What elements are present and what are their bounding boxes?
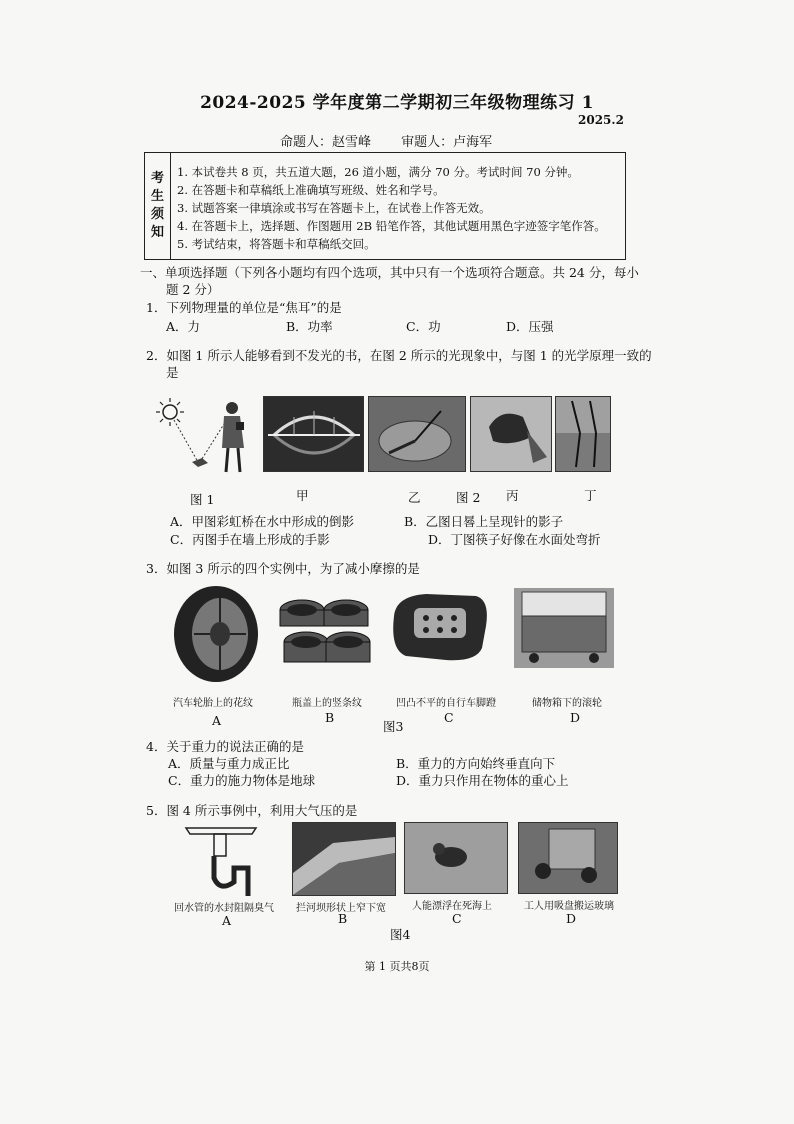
question-2-stem-cont: 是	[166, 365, 179, 380]
figure-4-label: 图4	[390, 927, 411, 942]
dead-sea-image	[404, 822, 508, 894]
notice-box	[144, 152, 626, 260]
q2-option-d: D．丁图筷子好像在水面处弯折	[428, 532, 601, 547]
q5-letter-b: B	[338, 911, 348, 926]
authors-line	[280, 131, 518, 150]
tire-image	[168, 582, 262, 686]
sun-icon	[156, 398, 184, 426]
author-label: 命题人：赵雪峰	[280, 135, 372, 150]
panel-label-jia: 甲	[296, 488, 309, 503]
notice-list	[177, 163, 606, 253]
section-heading-cont: 题 2 分）	[166, 282, 220, 297]
person-icon	[222, 402, 244, 472]
notice-item: 1. 本试卷共 8 页，共五道大题，26 道小题，满分 70 分。考试时间 70 分钟。	[177, 165, 579, 179]
dam-image	[292, 822, 396, 896]
question-3-stem: 3．如图 3 所示的四个实例中，为了减小摩擦的是	[146, 561, 420, 576]
page-title: 2024-2025 学年度第二学期初三年级物理练习 1	[200, 93, 594, 113]
q4-option-a: A．质量与重力成正比	[168, 756, 290, 771]
question-4-stem: 4．关于重力的说法正确的是	[146, 739, 304, 754]
figure-2-panel-ding	[555, 396, 611, 472]
q3-caption-a: 汽车轮胎上的花纹	[173, 698, 253, 709]
q1-option-b: B．功率	[286, 319, 333, 334]
q3-caption-b: 瓶盖上的竖条纹	[292, 698, 362, 709]
figure-2-label: 图 2	[456, 490, 481, 505]
q5-caption-b: 拦河坝形状上窄下宽	[296, 903, 386, 914]
q3-letter-b: B	[325, 710, 335, 725]
q3-caption-d: 储物箱下的滚轮	[532, 698, 602, 709]
notice-item: 4. 在答题卡上，选择题、作图题用 2B 铅笔作答，其他试题用黑色字迹签字笔作答。	[177, 219, 606, 233]
notice-item: 2. 在答题卡和草稿纸上准确填写班级、姓名和学号。	[177, 183, 445, 197]
figure-2-panel-yi	[368, 396, 466, 472]
q2-option-b: B．乙图日晷上呈现针的影子	[404, 514, 564, 529]
q3-letter-d: D	[570, 710, 581, 725]
panel-label-ding: 丁	[584, 488, 597, 503]
q4-option-c: C．重力的施力物体是地球	[168, 773, 316, 788]
figure-2-panel-bing	[470, 396, 552, 472]
q5-caption-a: 回水管的水封阻隔臭气	[174, 903, 274, 914]
question-2-stem: 2．如图 1 所示人能够看到不发光的书，在图 2 所示的光现象中，与图 1 的光学原理一致的	[146, 348, 652, 363]
panel-label-bing: 丙	[506, 488, 519, 503]
q5-caption-d: 工人用吸盘搬运玻璃	[524, 901, 614, 912]
q5-letter-d: D	[566, 911, 577, 926]
section-heading: 一、单项选择题（下列各小题均有四个选项，其中只有一个选项符合题意。共 24 分，每小	[140, 265, 639, 280]
page-number: 第 1 页共8页	[364, 960, 430, 973]
q5-letter-c: C	[452, 911, 462, 926]
q4-option-d: D．重力只作用在物体的重心上	[396, 773, 569, 788]
figure-3-label: 图3	[383, 719, 404, 734]
question-5-stem: 5．图 4 所示事例中，利用大气压的是	[146, 803, 358, 818]
question-1-stem: 1．下列物理量的单位是“焦耳”的是	[146, 300, 342, 315]
q2-option-a: A．甲图彩虹桥在水中形成的倒影	[170, 514, 355, 529]
q4-option-b: B．重力的方向始终垂直向下	[396, 756, 556, 771]
q3-caption-c: 凹凸不平的自行车脚蹬	[396, 698, 496, 709]
bike-pedal-image	[386, 586, 492, 666]
notice-side-label: 考 生 须 知	[145, 153, 171, 259]
suction-glass-image	[518, 822, 618, 894]
figure-1-illustration	[152, 392, 256, 482]
q1-option-d: D．压强	[506, 319, 554, 334]
figure-1-label: 图 1	[190, 492, 215, 507]
panel-label-yi: 乙	[408, 490, 421, 505]
q5-caption-c: 人能漂浮在死海上	[412, 901, 492, 912]
notice-item: 5. 考试结束，将答题卡和草稿纸交回。	[177, 237, 376, 251]
q5-letter-a: A	[222, 913, 232, 928]
q1-option-c: C．功	[406, 319, 441, 334]
sink-trap-image	[176, 822, 272, 898]
q2-option-c: C．丙图手在墙上形成的手影	[170, 532, 330, 547]
notice-item: 3. 试题答案一律填涂或书写在答题卡上，在试卷上作答无效。	[177, 201, 491, 215]
reviewer-label: 审题人：卢海军	[401, 135, 493, 150]
exam-date: 2025.2	[578, 113, 624, 127]
q1-option-a: A．力	[166, 319, 201, 334]
storage-box-image	[512, 586, 616, 670]
q3-letter-a: A	[212, 713, 222, 728]
book-icon	[192, 458, 208, 467]
bottle-caps-image	[272, 590, 378, 674]
q3-letter-c: C	[444, 710, 454, 725]
figure-2-panel-jia	[263, 396, 364, 472]
